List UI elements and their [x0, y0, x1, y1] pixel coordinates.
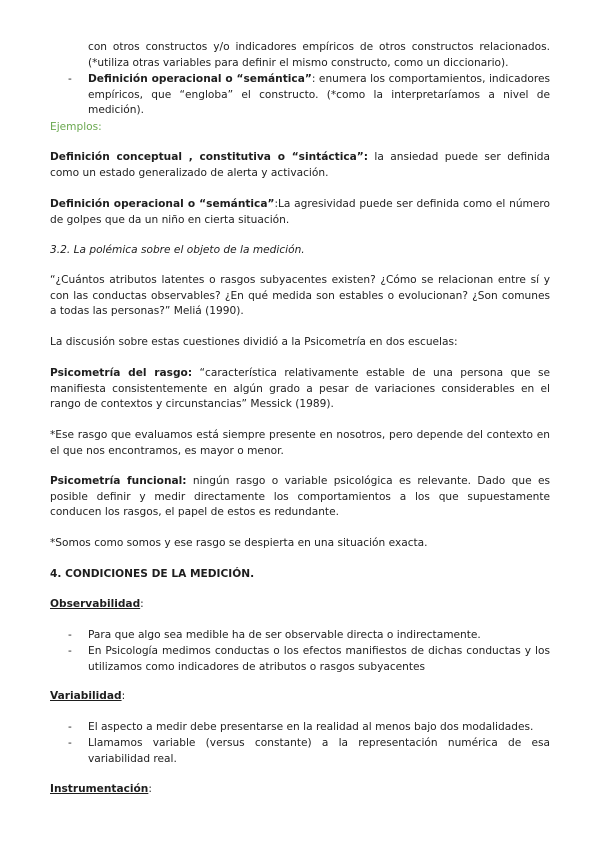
instrumentacion-label: Instrumentación	[50, 783, 149, 795]
term-rasgo: Psicometría del rasgo:	[50, 367, 193, 379]
intro-continuation: con otros constructos y/o indicadores empíricos de otros constructos relacionados. (*utiliza otras variables para definir el mismo constructo, como un diccionario).	[88, 41, 550, 69]
note-rasgo: *Ese rasgo que evaluamos está siempre presente en nosotros, pero depende del contexto en el que nos encontramos, es mayor o menor.	[50, 429, 550, 457]
psicometria-funcional	[50, 474, 550, 521]
bullet-dash: -	[68, 721, 72, 733]
instrumentacion-heading	[50, 782, 550, 798]
example-operacional	[50, 197, 550, 228]
variabilidad-heading	[50, 689, 550, 705]
term-operacional: Definición operacional o “semántica”	[88, 73, 312, 85]
observabilidad-label: Observabilidad	[50, 598, 141, 610]
section-4-heading: 4. CONDICIONES DE LA MEDICIÓN.	[50, 568, 255, 580]
variabilidad-item	[68, 736, 550, 767]
bullet-text: El aspecto a medir debe presentarse en la realidad al menos bajo dos modalidades.	[88, 721, 534, 733]
ejemplos-label: Ejemplos:	[50, 121, 102, 133]
funcional-text: ningún rasgo o variable psicológica es relevante. Dado que es posible definir y medir directamente los comportamientos a los que supuestamente conducen los rasgos, el papel de estos es redundante.	[50, 475, 550, 518]
variabilidad-colon: :	[121, 690, 126, 702]
melia-quote: “¿Cuántos atributos latentes o rasgos subyacentes existen? ¿Cómo se relacionan entre sí y con las conductas observables? ¿En qué medida son estables o evolucionan? ¿Son comunes a todas las personas?” Meliá (1990).	[50, 274, 550, 317]
variabilidad-item	[68, 720, 550, 736]
term-conceptual: Definición conceptual , constitutiva o “sintáctica”:	[50, 151, 368, 163]
bullet-dash: -	[68, 73, 72, 85]
bullet-text	[88, 72, 550, 119]
bullet-dash: -	[68, 737, 72, 749]
bullet-dash: -	[68, 629, 72, 641]
example-operacional-text: :La agresividad puede ser definida como el número de golpes que da un niño en cierta situación.	[50, 198, 551, 226]
note-funcional: *Somos como somos y ese rasgo se despierta en una situación exacta.	[50, 537, 428, 549]
observabilidad-colon: :	[140, 598, 144, 610]
discusion-paragraph: La discusión sobre estas cuestiones dividió a la Psicometría en dos escuelas:	[50, 336, 458, 348]
bullet-dash: -	[68, 645, 72, 657]
bullet-definicion-operacional	[68, 72, 550, 119]
def-operacional-text: : enumera los comportamientos, indicadores empíricos, que “engloba” el constructo. (*como la interpretaríamos a nivel de medición).	[88, 73, 550, 116]
observabilidad-item	[68, 628, 550, 644]
term-operacional-example: Definición operacional o “semántica”	[50, 198, 275, 210]
observabilidad-item	[68, 644, 550, 675]
instrumentacion-colon: :	[148, 783, 152, 795]
observabilidad-heading	[50, 597, 550, 613]
rasgo-text: “característica relativamente estable de una persona que se manifiesta consistentemente en algún grado a pesar de variaciones considerables en el rango de contextos y circunstancias” Messick (1989).	[50, 367, 550, 410]
bullet-text: En Psicología medimos conductas o los efectos manifiestos de dichas conductas y los utilizamos como indicadores de atributos o rasgos subyacentes	[88, 645, 550, 673]
term-funcional: Psicometría funcional:	[50, 475, 187, 487]
psicometria-rasgo	[50, 366, 550, 413]
section-3-2-heading: 3.2. La polémica sobre el objeto de la medición.	[50, 244, 305, 256]
example-conceptual-text: la ansiedad puede ser definida como un estado generalizado de alerta y activación.	[50, 151, 550, 179]
bullet-text: Llamamos variable (versus constante) a la representación numérica de esa variabilidad real.	[88, 737, 550, 765]
bullet-text: Para que algo sea medible ha de ser observable directa o indirectamente.	[88, 629, 481, 641]
example-conceptual	[50, 150, 550, 181]
variabilidad-label: Variabilidad	[50, 690, 122, 702]
